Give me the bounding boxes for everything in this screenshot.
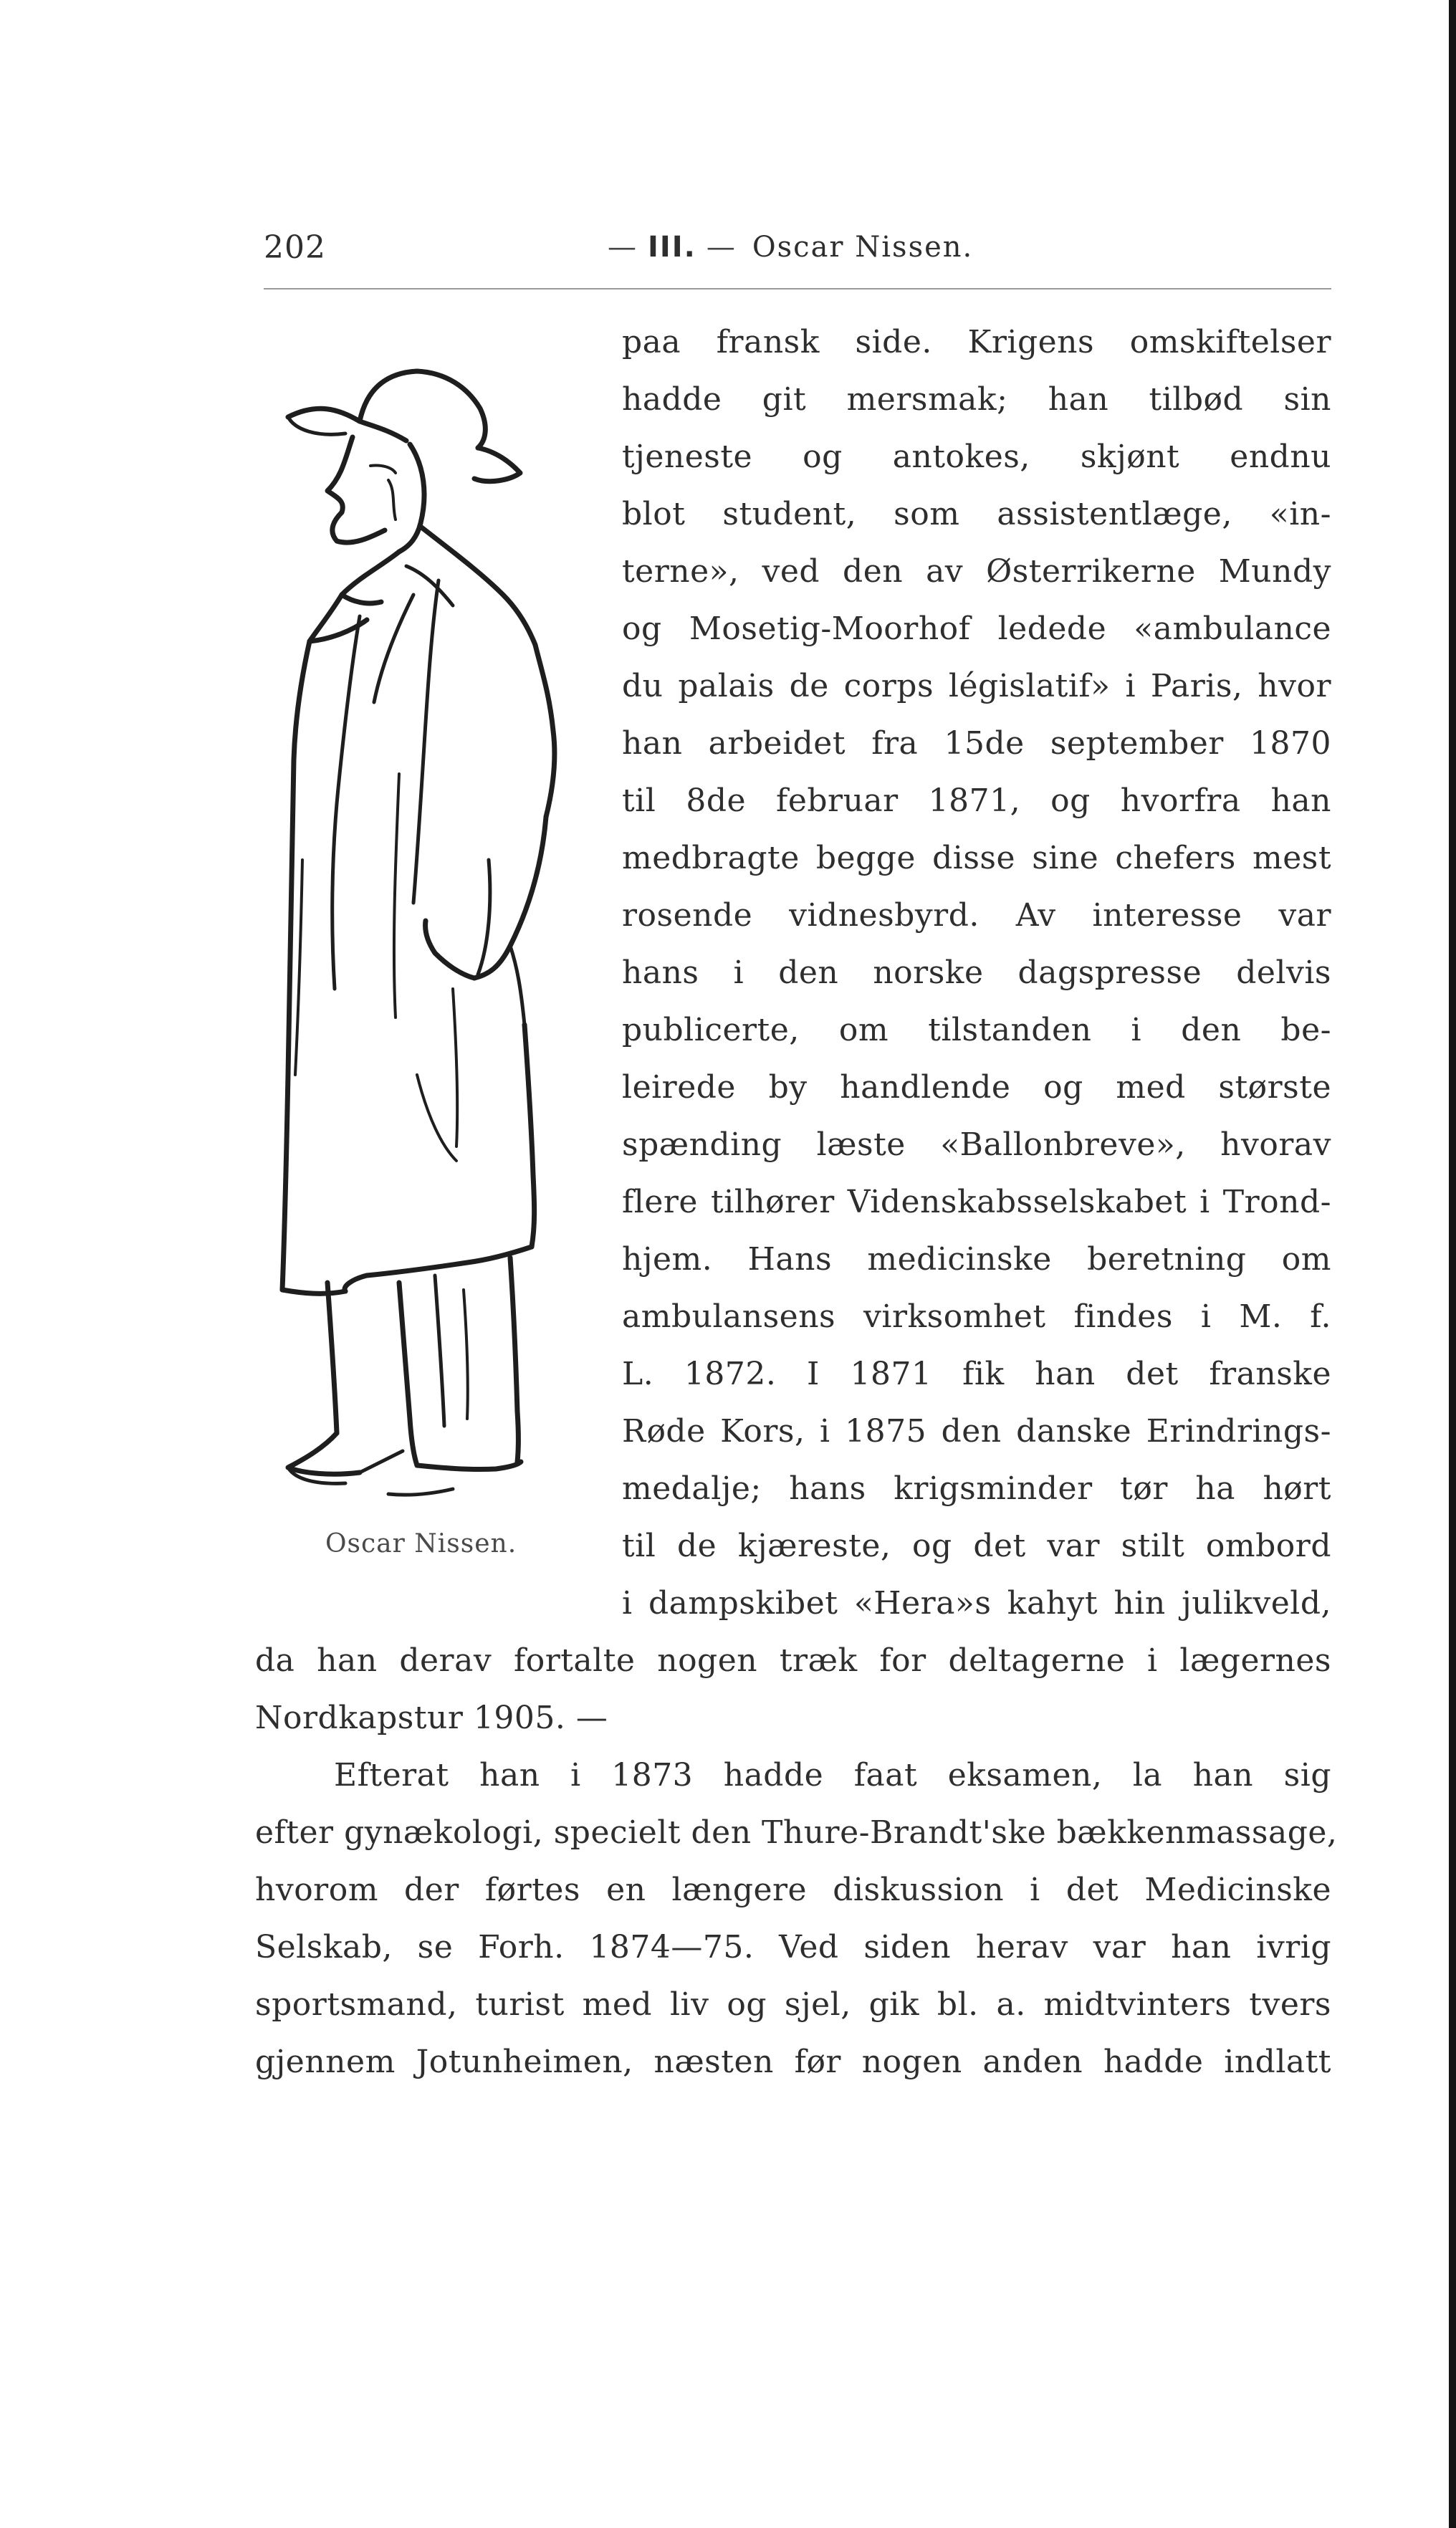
text-line: hans i den norske dagspresse delvis [622,954,1331,991]
text-line: medalje; hans krigsminder tør ha hørt [622,1470,1331,1507]
header-rule [264,288,1331,289]
text-line: tjeneste og antokes, skjønt endnu [622,439,1331,475]
text-line: til de kjæreste, og det var stilt ombord [622,1528,1331,1564]
text-line: gjennem Jotunheimen, næsten før nogen anden hadde indlatt [255,2044,1331,2080]
text-line: rosende vidnesbyrd. Av interesse var [622,897,1331,934]
text-line: da han derav fortalte nogen træk for deltagerne i lægernes [255,1642,1331,1679]
text-line: og Mosetig-Moorhof ledede «ambulance [622,611,1331,647]
figure-caption: Oscar Nissen. [325,1529,517,1559]
running-head-dash-left: — [608,231,638,264]
running-head-dash-right: — [706,231,737,264]
text-line: paa fransk side. Krigens omskiftelser [622,324,1331,360]
text-line: Røde Kors, i 1875 den danske Erindrings- [622,1413,1331,1450]
chapter-number: III. [648,231,696,264]
page-number: 202 [264,229,326,266]
running-title: Oscar Nissen. [752,231,974,264]
text-line: flere tilhører Videnskabsselskabet i Trond- [622,1184,1331,1220]
text-line: han arbeidet fra 15de september 1870 [622,725,1331,762]
text-line: sportsmand, turist med liv og sjel, gik bl. a. midtvinters tvers [255,1986,1331,2023]
text-line: hvorom der førtes en længere diskussion i det Medicinske [255,1872,1331,1908]
text-line: Selskab, se Forh. 1874—75. Ved siden herav var han ivrig [255,1929,1331,1966]
text-line: Efterat han i 1873 hadde faat eksamen, la han sig [334,1757,1331,1794]
text-line: blot student, som assistentlæge, «in- [622,496,1331,532]
text-line: terne», ved den av Østerrikerne Mundy [622,553,1331,590]
text-line: medbragte begge disse sine chefers mest [622,840,1331,876]
text-line: hjem. Hans medicinske beretning om [622,1241,1331,1278]
standing-man-sketch [274,358,603,1519]
text-line: leirede by handlende og med største [622,1069,1331,1106]
text-line: Nordkapstur 1905. — [255,1700,608,1736]
text-line: hadde git mersmak; han tilbød sin [622,381,1331,418]
text-line: du palais de corps législatif» i Paris, hvor [622,668,1331,704]
text-line: i dampskibet «Hera»s kahyt hin julikveld, [622,1585,1331,1622]
text-line: L. 1872. I 1871 fik han det franske [622,1356,1331,1392]
text-line: efter gynækologi, specielt den Thure-Brandt'ske bækkenmassage, [255,1814,1338,1851]
text-line: til 8de februar 1871, og hvorfra han [622,782,1331,819]
page-edge-shadow [1449,0,1456,2528]
text-line: publicerte, om tilstanden i den be- [622,1012,1331,1048]
text-line: ambulansens virksomhet findes i M. f. [622,1298,1331,1335]
running-head [608,231,973,264]
text-line: spænding læste «Ballonbreve», hvorav [622,1126,1331,1163]
portrait-illustration [274,358,603,1519]
